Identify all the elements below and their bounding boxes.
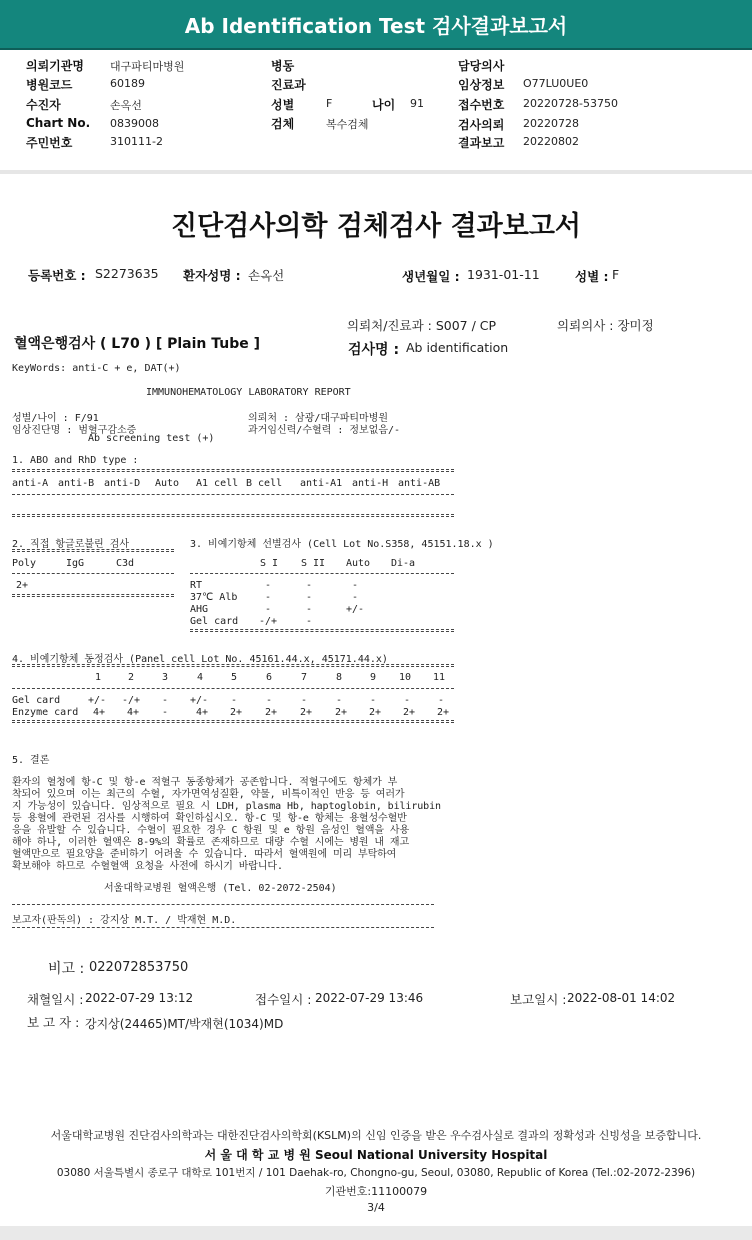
info-value-age: 91	[410, 97, 424, 110]
info-value-chart-no: 0839008	[110, 117, 159, 130]
requesting-doctor: 의뢰의사 : 장미정	[557, 318, 654, 333]
s4-cell: -	[301, 695, 308, 706]
s1-col: Auto	[155, 478, 180, 489]
s1-col: anti-AB	[398, 478, 441, 489]
s3-col: Auto	[346, 558, 371, 569]
s2-title: 2. 직접 항글로불린 검사	[12, 539, 130, 550]
lab-sex-age: 성별/나이 : F/91	[12, 413, 99, 424]
s4-cell: 2+	[300, 707, 313, 718]
info-label-ward: 병동	[271, 59, 295, 73]
info-value-hospital-code: 60189	[110, 77, 145, 90]
info-value-report-date: 20220802	[523, 135, 579, 148]
s3-cell: -	[265, 580, 272, 591]
info-label-hospital-code: 병원코드	[26, 78, 73, 92]
s3-cell: -	[265, 604, 272, 615]
s2-rule-mid	[12, 573, 174, 574]
lab-client: 의뢰처 : 삼광/대구파티마병원	[248, 413, 389, 424]
s4-cell: 2+	[437, 707, 450, 718]
s1-rule-bottom	[12, 514, 454, 517]
s3-cell: -/+	[259, 616, 278, 627]
s3-row-name: Gel card	[190, 616, 239, 627]
s4-col: 7	[301, 672, 308, 683]
info-value-receipt-no: 20220728-53750	[523, 97, 618, 110]
report-time-value: 2022-08-01 14:02	[567, 991, 676, 1005]
s3-cell: -	[265, 592, 272, 603]
conclusion-line: 확보해야 하므로 수혈혈액 요청을 사전에 하시기 바랍니다.	[12, 861, 283, 872]
test-name-value: Ab identification	[406, 340, 509, 355]
section-separator	[0, 170, 752, 174]
s4-cell: 4+	[93, 707, 106, 718]
s4-row-name: Enzyme card	[12, 707, 79, 718]
s3-row-name: RT	[190, 580, 203, 591]
dob-label: 생년월일 :	[402, 269, 460, 284]
lab-history: 과거임신력/수혈력 : 정보없음/-	[248, 425, 401, 436]
s3-cell: -	[306, 616, 313, 627]
s4-row-name: Gel card	[12, 695, 61, 706]
s1-col: anti-D	[104, 478, 141, 489]
lab-report-heading: IMMUNOHEMATOLOGY LABORATORY REPORT	[146, 387, 351, 398]
s4-cell: -	[231, 695, 238, 706]
info-value-clinical-info: O77LU0UE0	[523, 77, 589, 90]
s5-title: 5. 결론	[12, 755, 50, 766]
s1-rule-mid	[12, 494, 454, 495]
s4-cell: -/+	[122, 695, 141, 706]
s4-cell: 2+	[403, 707, 416, 718]
patient-name-label: 환자성명 :	[183, 268, 241, 283]
header-divider	[0, 48, 752, 50]
s3-row-name: 37℃ Alb	[190, 592, 238, 603]
s3-col: S I	[260, 558, 279, 569]
conclusion-line: 등 용혈에 관련된 검사를 시행하여 확인하십시오. 항-C 및 항-e 항체는 용혈성수혈반	[12, 813, 407, 824]
s4-cell: 4+	[196, 707, 209, 718]
s3-row-name: AHG	[190, 604, 209, 615]
conclusion-line: 착되어 있으며 이는 최근의 수혈, 자가면역성질환, 약물, 비특이적인 반응 등 여러가	[12, 789, 405, 800]
info-value-sex: F	[326, 97, 333, 110]
report-time-label: 보고일시 :	[510, 992, 567, 1007]
info-label-resident-no: 주민번호	[26, 136, 73, 150]
bottom-reporter-label: 보 고 자 :	[27, 1015, 80, 1030]
conclusion-line: 환자의 혈청에 항-C 및 항-e 적혈구 동종항체가 공존합니다. 적혈구에도 항체가 부	[12, 777, 398, 788]
info-label-clinical-info: 임상정보	[458, 78, 505, 92]
s4-rule-mid	[12, 688, 454, 689]
info-label-request-date: 검사의뢰	[458, 118, 505, 132]
s3-rule-mid	[190, 573, 454, 574]
footer-institution-no: 기관번호:11100079	[324, 1185, 428, 1198]
s4-col: 4	[197, 672, 204, 683]
note-label: 비고 :	[48, 961, 85, 977]
s4-cell: 2+	[335, 707, 348, 718]
bottom-reporter-value: 강지상(24465)MT/박재현(1034)MD	[85, 1017, 284, 1031]
s2-col: Poly	[12, 558, 37, 569]
s1-col: anti-B	[58, 478, 95, 489]
s4-col: 2	[128, 672, 135, 683]
sex-value: F	[612, 267, 620, 282]
s4-col: 9	[370, 672, 377, 683]
info-value-specimen: 복수검체	[326, 118, 369, 131]
s3-cell: -	[352, 592, 359, 603]
s4-col: 10	[399, 672, 412, 683]
s4-cell: -	[404, 695, 411, 706]
s4-cell: -	[162, 695, 169, 706]
info-value-patient: 손옥선	[110, 99, 142, 112]
footer-address: 03080 서울특별시 종로구 대학로 101번지 / 101 Daehak-ro, Chongno-gu, Seoul, 03080, Republic of Korea (Tel.:02-2072-2396)	[56, 1167, 696, 1179]
lab-screening: Ab screening test (+)	[88, 433, 215, 444]
sex-label: 성별 :	[575, 269, 609, 284]
footer-hospital-name: 서 울 대 학 교 병 원 Seoul National University Hospital	[204, 1148, 548, 1162]
s1-col: B cell	[246, 478, 283, 489]
s4-cell: -	[438, 695, 445, 706]
s2-col: IgG	[66, 558, 85, 569]
dob-value: 1931-01-11	[467, 267, 540, 282]
collect-label: 채혈일시 :	[27, 992, 84, 1007]
header-title: Ab Identification Test 검사결과보고서	[184, 14, 568, 38]
info-label-chart-no: Chart No.	[26, 116, 91, 130]
s4-cell: 2+	[369, 707, 382, 718]
lab-reporter: 보고자(판독의) : 강지상 M.T. / 박재현 M.D.	[12, 915, 237, 926]
s4-cell: 2+	[230, 707, 243, 718]
s4-cell: -	[162, 707, 169, 718]
info-label-physician: 담당의사	[458, 59, 505, 73]
s2-rule-bottom	[12, 594, 174, 597]
page-number: 3/4	[367, 1201, 385, 1214]
s1-rule-top	[12, 469, 454, 472]
conclusion-line: 해야 하나, 이러한 혈액은 8-9%의 확률로 존재하므로 대량 수혈 시에는 병원 내 재고	[12, 837, 410, 848]
receive-value: 2022-07-29 13:46	[315, 991, 424, 1005]
s3-title: 3. 비예기항체 선별검사 (Cell Lot No.S358, 45151.18.x )	[190, 539, 494, 550]
info-label-report-date: 결과보고	[458, 136, 505, 150]
s3-col: S II	[301, 558, 326, 569]
s4-cell: -	[336, 695, 343, 706]
s4-col: 11	[433, 672, 446, 683]
s3-cell: -	[352, 580, 359, 591]
s4-col: 6	[266, 672, 273, 683]
patient-name-value: 손옥선	[248, 268, 285, 283]
report-title: 진단검사의학 검체검사 결과보고서	[170, 211, 582, 242]
s1-col: anti-A	[12, 478, 49, 489]
s2-col: C3d	[116, 558, 135, 569]
s4-cell: +/-	[190, 695, 209, 706]
info-label-age: 나이	[372, 98, 396, 112]
s2-rule-top	[12, 549, 174, 552]
s4-col: 3	[162, 672, 169, 683]
info-label-sex: 성별	[271, 98, 295, 112]
s4-cell: +/-	[88, 695, 107, 706]
bottom-bar	[0, 1226, 752, 1240]
s4-title: 4. 비예기항체 동정검사 (Panel cell Lot No. 45161.44.x, 45171.44.x)	[12, 654, 388, 665]
s1-col: A1 cell	[196, 478, 239, 489]
s4-col: 8	[336, 672, 343, 683]
note-value: 022072853750	[89, 960, 189, 975]
receive-label: 접수일시 :	[255, 992, 312, 1007]
lab-diagnosis: 임상진단명 : 범혈구감소증	[12, 425, 137, 436]
s4-cell: 4+	[127, 707, 140, 718]
test-name-label: 검사명 :	[348, 342, 400, 358]
info-value-request-date: 20220728	[523, 117, 579, 130]
blood-bank-contact: 서울대학교병원 혈액은행 (Tel. 02-2072-2504)	[104, 883, 337, 894]
reg-no-value: S2273635	[95, 266, 159, 281]
info-label-specimen: 검체	[271, 117, 295, 131]
reg-no-label: 등록번호 :	[28, 268, 86, 283]
conclusion-line: 혈액만으로 필요양을 준비하기 어려울 수 있습니다. 따라서 혈액원에 미리 부탁하여	[12, 849, 397, 860]
s4-rule-bottom	[12, 720, 454, 723]
s4-cell: -	[370, 695, 377, 706]
info-label-patient: 수진자	[26, 98, 61, 112]
s3-cell: +/-	[346, 604, 365, 615]
s1-col: anti-A1	[300, 478, 343, 489]
collect-value: 2022-07-29 13:12	[85, 991, 194, 1005]
s4-cell: 2+	[265, 707, 278, 718]
info-value-client: 대구파티마병원	[110, 60, 185, 73]
conclusion-line: 지 가능성이 있습니다. 임상적으로 필요 시 LDH, plasma Hb, haptoglobin, bilirubin	[12, 801, 441, 812]
s3-cell: -	[306, 592, 313, 603]
s1-col: anti-H	[352, 478, 389, 489]
conclusion-line: 응을 유발할 수 있습니다. 수혈이 필요한 경우 C 항원 및 e 항원 음성인 혈액을 사용	[12, 825, 410, 836]
s4-col: 5	[231, 672, 238, 683]
reporter-rule-bottom	[12, 927, 434, 928]
s3-cell: -	[306, 604, 313, 615]
s1-title: 1. ABO and RhD type :	[12, 455, 139, 466]
test-group-title: 혈액은행검사 ( L70 ) [ Plain Tube ]	[14, 336, 261, 352]
s3-cell: -	[306, 580, 313, 591]
keywords: KeyWords: anti-C + e, DAT(+)	[12, 363, 181, 374]
s3-rule-bottom	[190, 629, 454, 632]
s4-rule-top	[12, 664, 454, 667]
department-info: 의뢰처/진료과 : S007 / CP	[347, 318, 497, 333]
s4-col: 1	[95, 672, 102, 683]
info-label-receipt-no: 접수번호	[458, 98, 505, 112]
reporter-rule-top	[12, 904, 434, 905]
s3-col: Di-a	[391, 558, 416, 569]
s4-cell: -	[266, 695, 273, 706]
info-label-client: 의뢰기관명	[26, 59, 84, 73]
info-label-department: 진료과	[271, 78, 306, 92]
footer-certification: 서울대학교병원 진단검사의학과는 대한진단검사의학회(KSLM)의 신임 인증을 받은 우수검사실로 결과의 정확성과 신빙성을 보증합니다.	[50, 1129, 702, 1142]
info-value-resident-no: 310111-2	[110, 135, 163, 148]
s2-value: 2+	[16, 580, 29, 591]
